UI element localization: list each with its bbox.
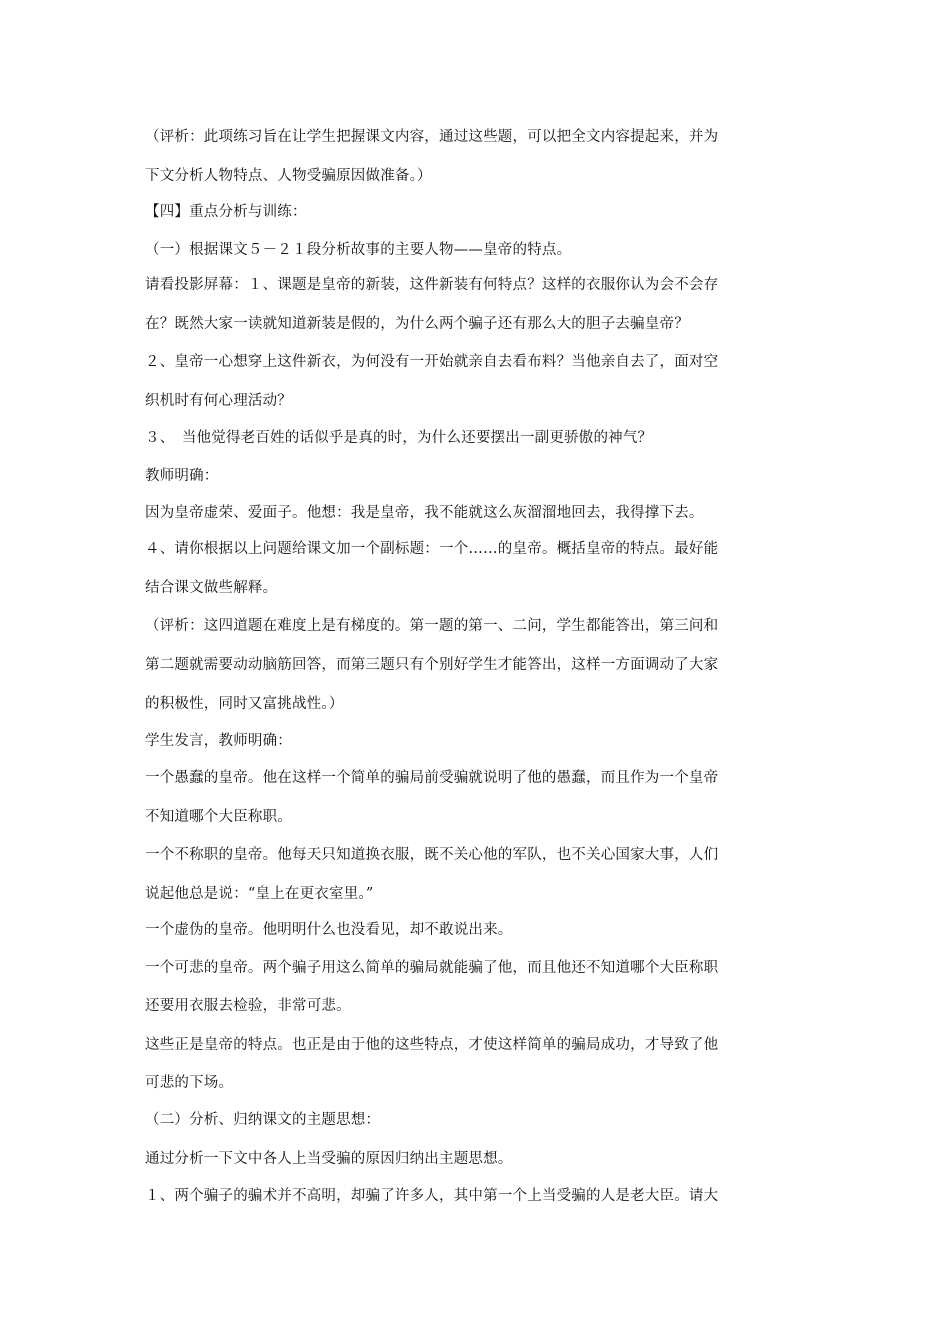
text-line: 在？既然大家一读就知道新装是假的，为什么两个骗子还有那么大的胆子去骗皇帝？ — [145, 316, 689, 332]
text-line: ４、请你根据以上问题给课文加一个副标题：一个……的皇帝。概括皇帝的特点。最好能 — [145, 541, 719, 557]
text-line: 说起他总是说：“皇上在更衣室里。” — [145, 886, 374, 902]
text-line: 还要用衣服去检验，非常可悲。 — [145, 998, 351, 1014]
text-line: 一个愚蠢的皇帝。他在这样一个简单的骗局前受骗就说明了他的愚蠢，而且作为一个皇帝 — [145, 770, 719, 786]
text-line: ２、皇帝一心想穿上这件新衣，为何没有一开始就亲自去看布料？当他亲自去了，面对空 — [145, 354, 719, 370]
text-line: ３、 当他觉得老百姓的话似乎是真的时，为什么还要摆出一副更骄傲的神气？ — [145, 430, 653, 446]
text-line: 因为皇帝虚荣、爱面子。他想：我是皇帝，我不能就这么灰溜溜地回去，我得撑下去。 — [145, 505, 704, 521]
text-line: 不知道哪个大臣称职。 — [145, 809, 292, 825]
text-line: （评析：此项练习旨在让学生把握课文内容，通过这些题，可以把全文内容提起来，并为 — [145, 129, 719, 145]
text-line: 下文分析人物特点、人物受骗原因做准备。） — [145, 168, 432, 184]
section-heading: 【四】重点分析与训练： — [145, 204, 307, 220]
text-line: 可悲的下场。 — [145, 1075, 234, 1091]
text-line: 结合课文做些解释。 — [145, 580, 278, 596]
text-line: 通过分析一下文中各人上当受骗的原因归纳出主题思想。 — [145, 1151, 513, 1167]
text-line: 教师明确： — [145, 468, 219, 484]
text-line: 第二题就需要动动脑筋回答，而第三题只有个别好学生才能答出，这样一方面调动了大家 — [145, 657, 719, 673]
text-line: 一个不称职的皇帝。他每天只知道换衣服，既不关心他的军队，也不关心国家大事，人们 — [145, 847, 719, 863]
subsection-heading: （二）分析、归纳课文的主题思想： — [145, 1112, 381, 1128]
text-line: 请看投影屏幕：１、课题是皇帝的新装，这件新装有何特点？这样的衣服你认为会不会存 — [145, 277, 719, 293]
text-line: 的积极性，同时又富挑战性。） — [145, 696, 344, 712]
subsection-heading: （一）根据课文５－２１段分析故事的主要人物——皇帝的特点。 — [145, 242, 572, 258]
text-line: 一个虚伪的皇帝。他明明什么也没看见，却不敢说出来。 — [145, 922, 513, 938]
text-line: 这些正是皇帝的特点。也正是由于他的这些特点，才使这样简单的骗局成功，才导致了他 — [145, 1037, 719, 1053]
text-line: 学生发言，教师明确： — [145, 733, 292, 749]
text-line: 织机时有何心理活动？ — [145, 393, 292, 409]
text-line: （评析：这四道题在难度上是有梯度的。第一题的第一、二问，学生都能答出，第三问和 — [145, 618, 719, 634]
text-line: 一个可悲的皇帝。两个骗子用这么简单的骗局就能骗了他，而且他还不知道哪个大臣称职 — [145, 960, 719, 976]
text-line: １、两个骗子的骗术并不高明，却骗了许多人，其中第一个上当受骗的人是老大臣。请大 — [145, 1188, 719, 1204]
